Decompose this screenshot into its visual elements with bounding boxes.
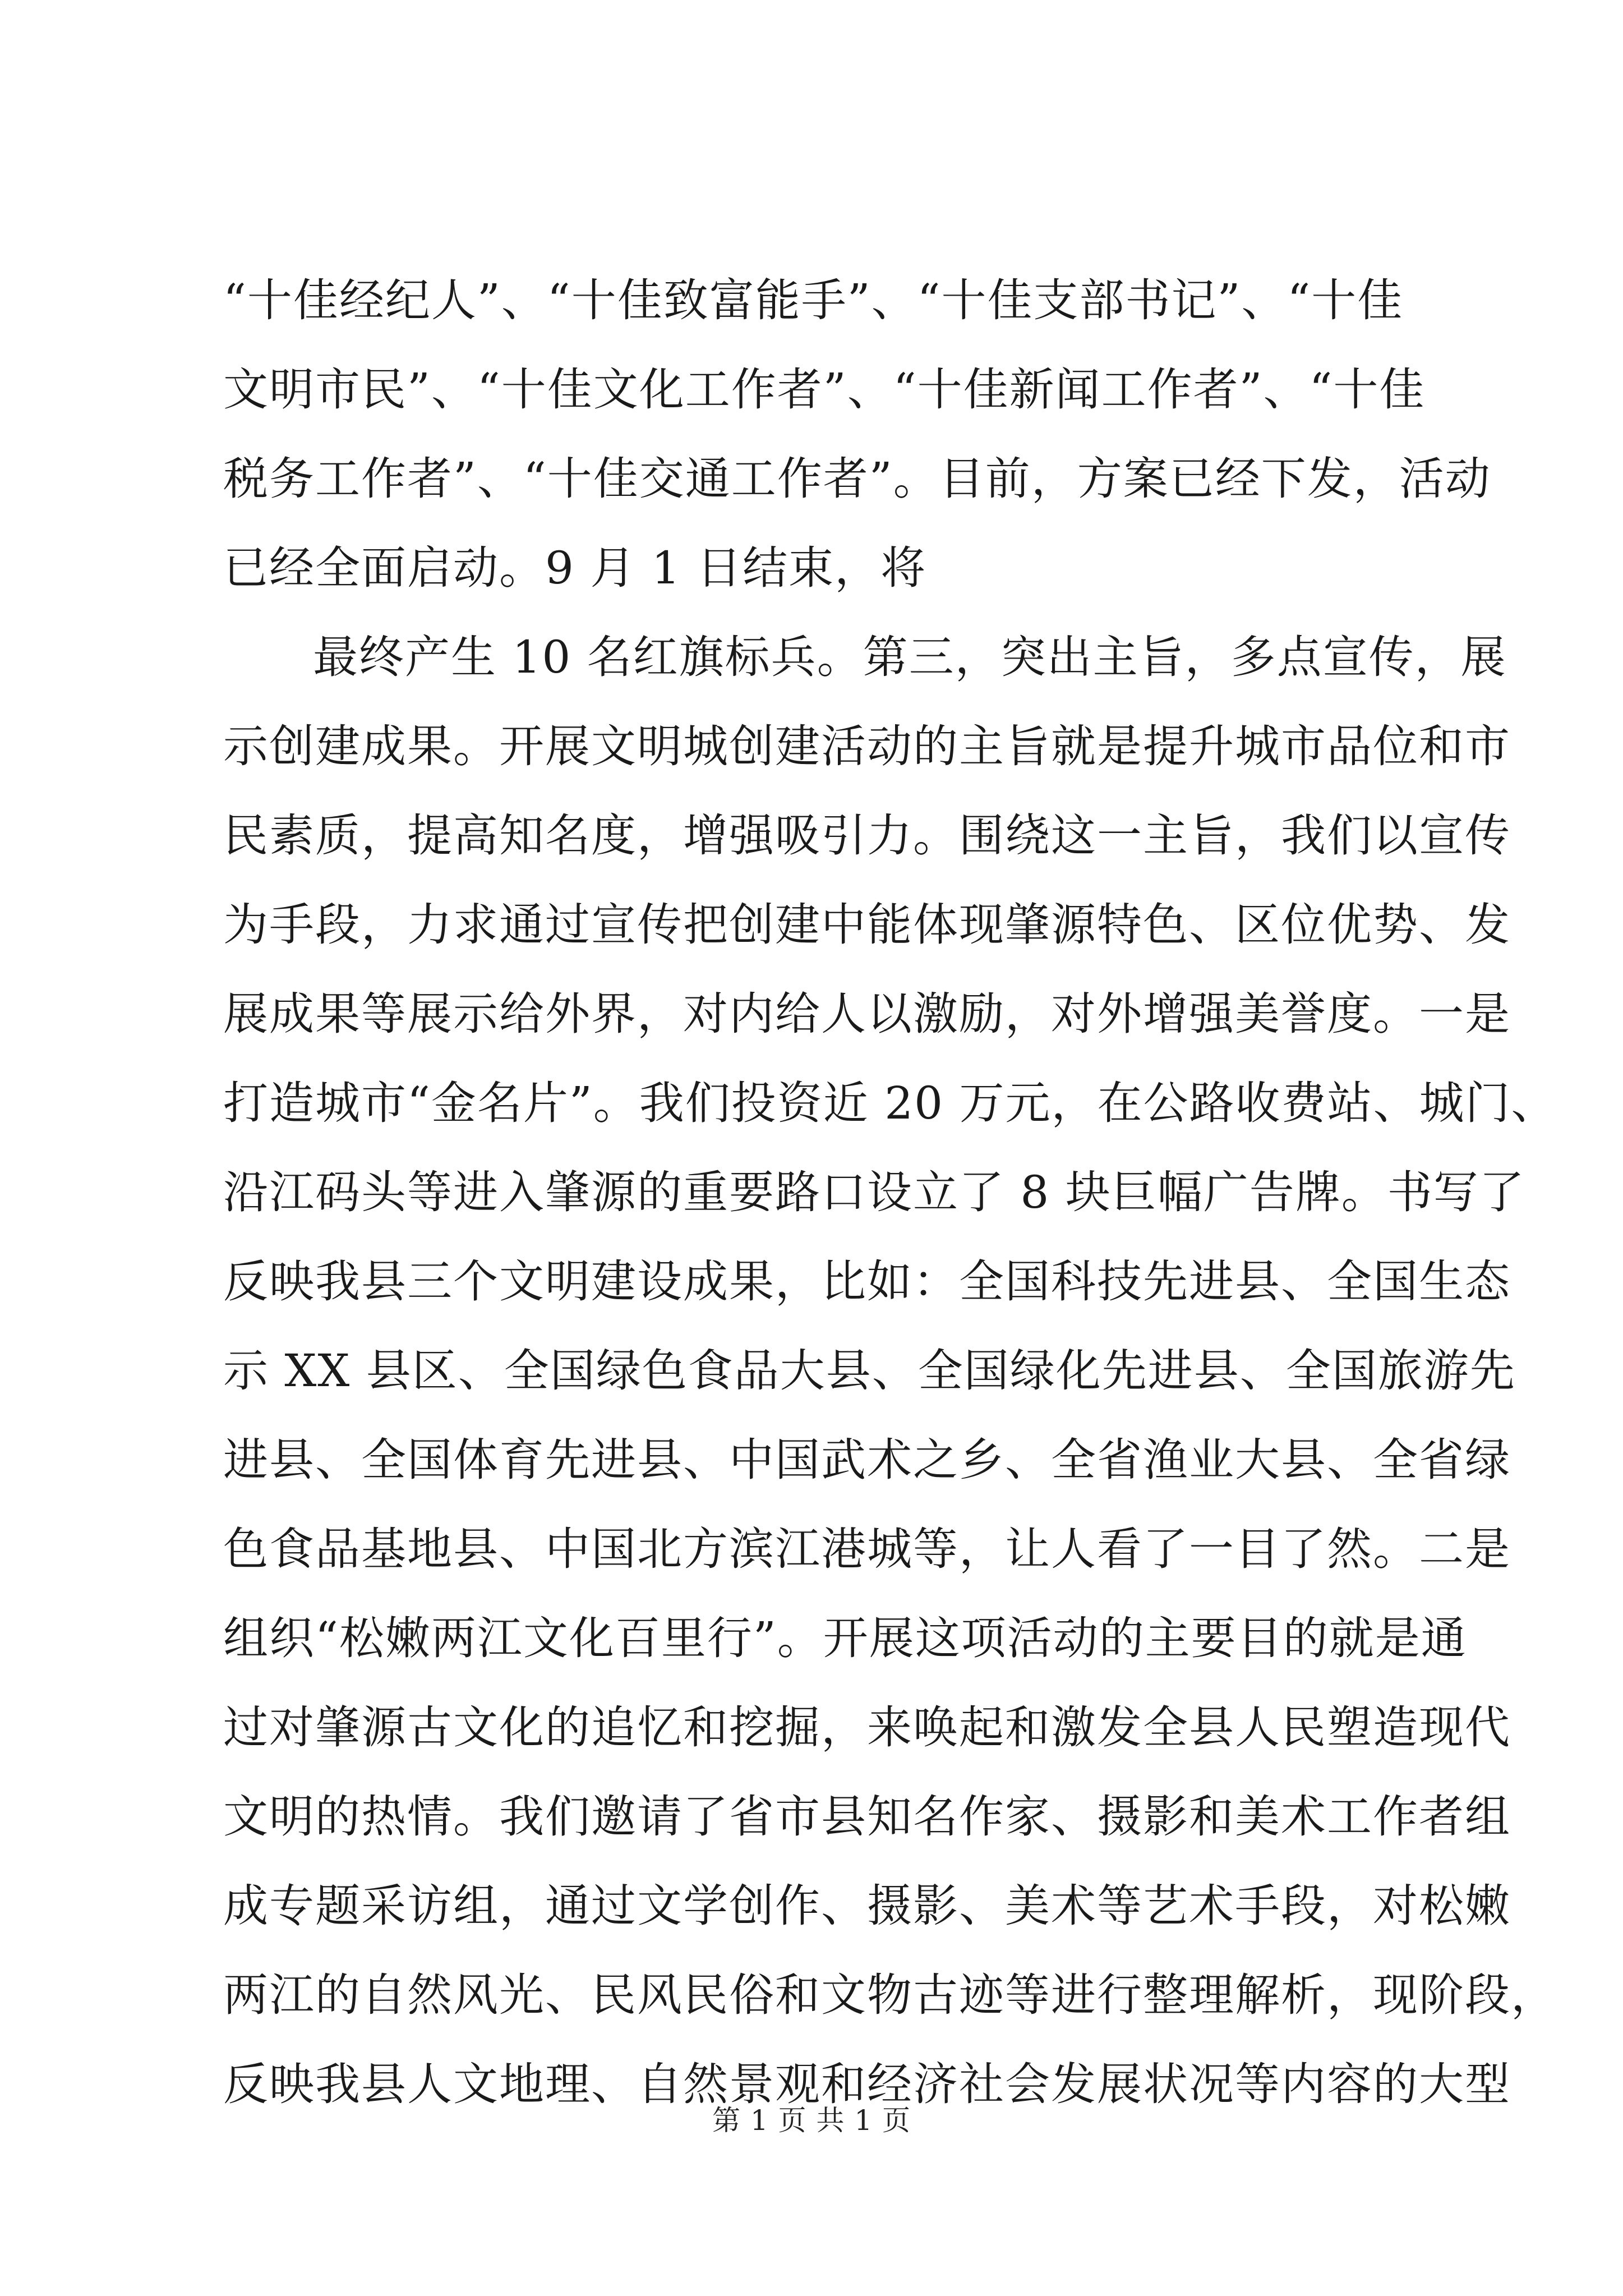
document-body: [223, 256, 1557, 2129]
text-line: 已经全面启动。9 月 1 日结束，将: [223, 542, 927, 594]
text-line: 民素质，提高知名度，增强吸引力。围绕这一主旨，我们以宣传: [223, 809, 1511, 862]
paragraph-first-line: 最终产生 10 名红旗标兵。第三，突出主旨，多点宣传，展: [313, 631, 1507, 683]
text-line: 成专题采访组，通过文学创作、摄影、美术等艺术手段，对松嫩: [223, 1880, 1511, 1932]
text-line: 示创建成果。开展文明城创建活动的主旨就是提升城市品位和市: [223, 720, 1511, 772]
text-line: 过对肇源古文化的追忆和挖掘，来唤起和激发全县人民塑造现代: [223, 1701, 1511, 1754]
text-line: 为手段，力求通过宣传把创建中能体现肇源特色、区位优势、发: [223, 899, 1511, 951]
text-line: 打造城市“金名片”。我们投资近 20 万元，在公路收费站、城门、: [223, 1077, 1557, 1129]
text-line: 反映我县人文地理、自然景观和经济社会发展状况等内容的大型: [223, 2058, 1511, 2110]
text-line: 色食品基地县、中国北方滨江港城等，让人看了一目了然。二是: [223, 1523, 1511, 1575]
page-number-footer: 第 1 页 共 1 页: [712, 2104, 911, 2137]
text-line: 进县、全国体育先进县、中国武术之乡、全省渔业大县、全省绿: [223, 1434, 1511, 1486]
text-line: 展成果等展示给外界，对内给人以激励，对外增强美誉度。一是: [223, 988, 1511, 1040]
text-line: 组织“松嫩两江文化百里行”。开展这项活动的主要目的就是通: [223, 1612, 1467, 1664]
text-line: 两江的自然风光、民风民俗和文物古迹等进行整理解析，现阶段，: [223, 1969, 1557, 2021]
text-line: 反映我县三个文明建设成果，比如：全国科技先进县、全国生态: [223, 1255, 1511, 1308]
text-line: 沿江码头等进入肇源的重要路口设立了 8 块巨幅广告牌。书写了: [223, 1166, 1525, 1218]
text-line: 示 XX 县区、全国绿色食品大县、全国绿化先进县、全国旅游先: [223, 1345, 1516, 1397]
text-line: 税务工作者”、“十佳交通工作者”。目前，方案已经下发，活动: [223, 453, 1491, 505]
text-line: “十佳经纪人”、“十佳致富能手”、“十佳支部书记”、“十佳: [223, 274, 1404, 326]
text-line: 文明市民”、“十佳文化工作者”、“十佳新闻工作者”、“十佳: [223, 364, 1426, 416]
text-line: 文明的热情。我们邀请了省市县知名作家、摄影和美术工作者组: [223, 1791, 1511, 1843]
